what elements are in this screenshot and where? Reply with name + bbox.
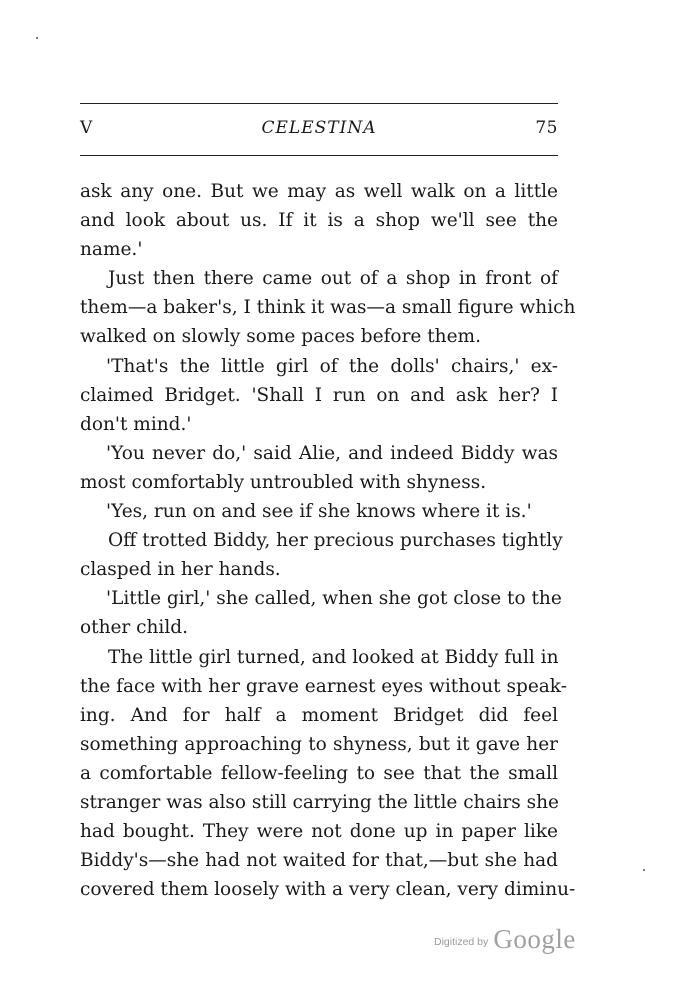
running-head	[80, 118, 558, 144]
text-line: Off trotted Biddy, her precious purchases tightly	[108, 530, 563, 552]
chapter-number: V	[80, 118, 93, 138]
text-line: The little girl turned, and looked at Biddy full in	[108, 646, 559, 668]
running-title: CELESTINA	[261, 118, 377, 138]
text-line: 'That's the little girl of the dolls' chairs,' ex-	[106, 355, 558, 377]
text-line: 'You never do,' said Alie, and indeed Biddy was	[106, 442, 558, 464]
text-line: other child.	[80, 617, 188, 639]
text-line: Just then there came out of a shop in front of	[108, 268, 558, 290]
text-line: them—a baker's, I think it was—a small figure which	[80, 297, 576, 319]
scan-speck	[643, 869, 645, 871]
text-line: claimed Bridget. 'Shall I run on and ask her? I	[80, 384, 558, 406]
text-line: stranger was also still carrying the little chairs she	[80, 791, 559, 813]
text-line: most comfortably untroubled with shyness.	[80, 471, 487, 493]
text-line: 'Yes, run on and see if she knows where it is.'	[106, 501, 532, 523]
watermark-prefix: Digitized by	[434, 936, 489, 948]
google-digitized-watermark	[434, 924, 576, 955]
header-rule-top	[80, 103, 558, 104]
body-text	[80, 177, 576, 904]
text-line: the face with her grave earnest eyes without speak-	[80, 675, 567, 697]
text-line: a comfortable fellow-feeling to see that the small	[80, 762, 558, 784]
text-line: name.'	[80, 239, 143, 261]
text-line: walked on slowly some paces before them.	[80, 326, 481, 348]
text-line: clasped in her hands.	[80, 559, 281, 581]
text-line: covered them loosely with a very clean, very diminu-	[80, 879, 576, 901]
text-line: ing. And for half a moment Bridget did feel	[80, 704, 558, 726]
text-line: something approaching to shyness, but it gave her	[80, 733, 558, 755]
header-rule-bottom	[80, 155, 558, 156]
text-line: ask any one. But we may as well walk on a little	[80, 181, 558, 202]
text-line: don't mind.'	[80, 413, 192, 435]
text-line: 'Little girl,' she called, when she got close to the	[106, 588, 562, 610]
text-line: and look about us. If it is a shop we'll see the	[80, 210, 558, 232]
text-line: Biddy's—she had not waited for that,—but she had	[80, 850, 558, 872]
scan-speck	[36, 37, 38, 39]
text-line: had bought. They were not done up in paper like	[80, 821, 558, 843]
google-logo: Google	[493, 924, 576, 954]
page-number: 75	[535, 118, 558, 138]
